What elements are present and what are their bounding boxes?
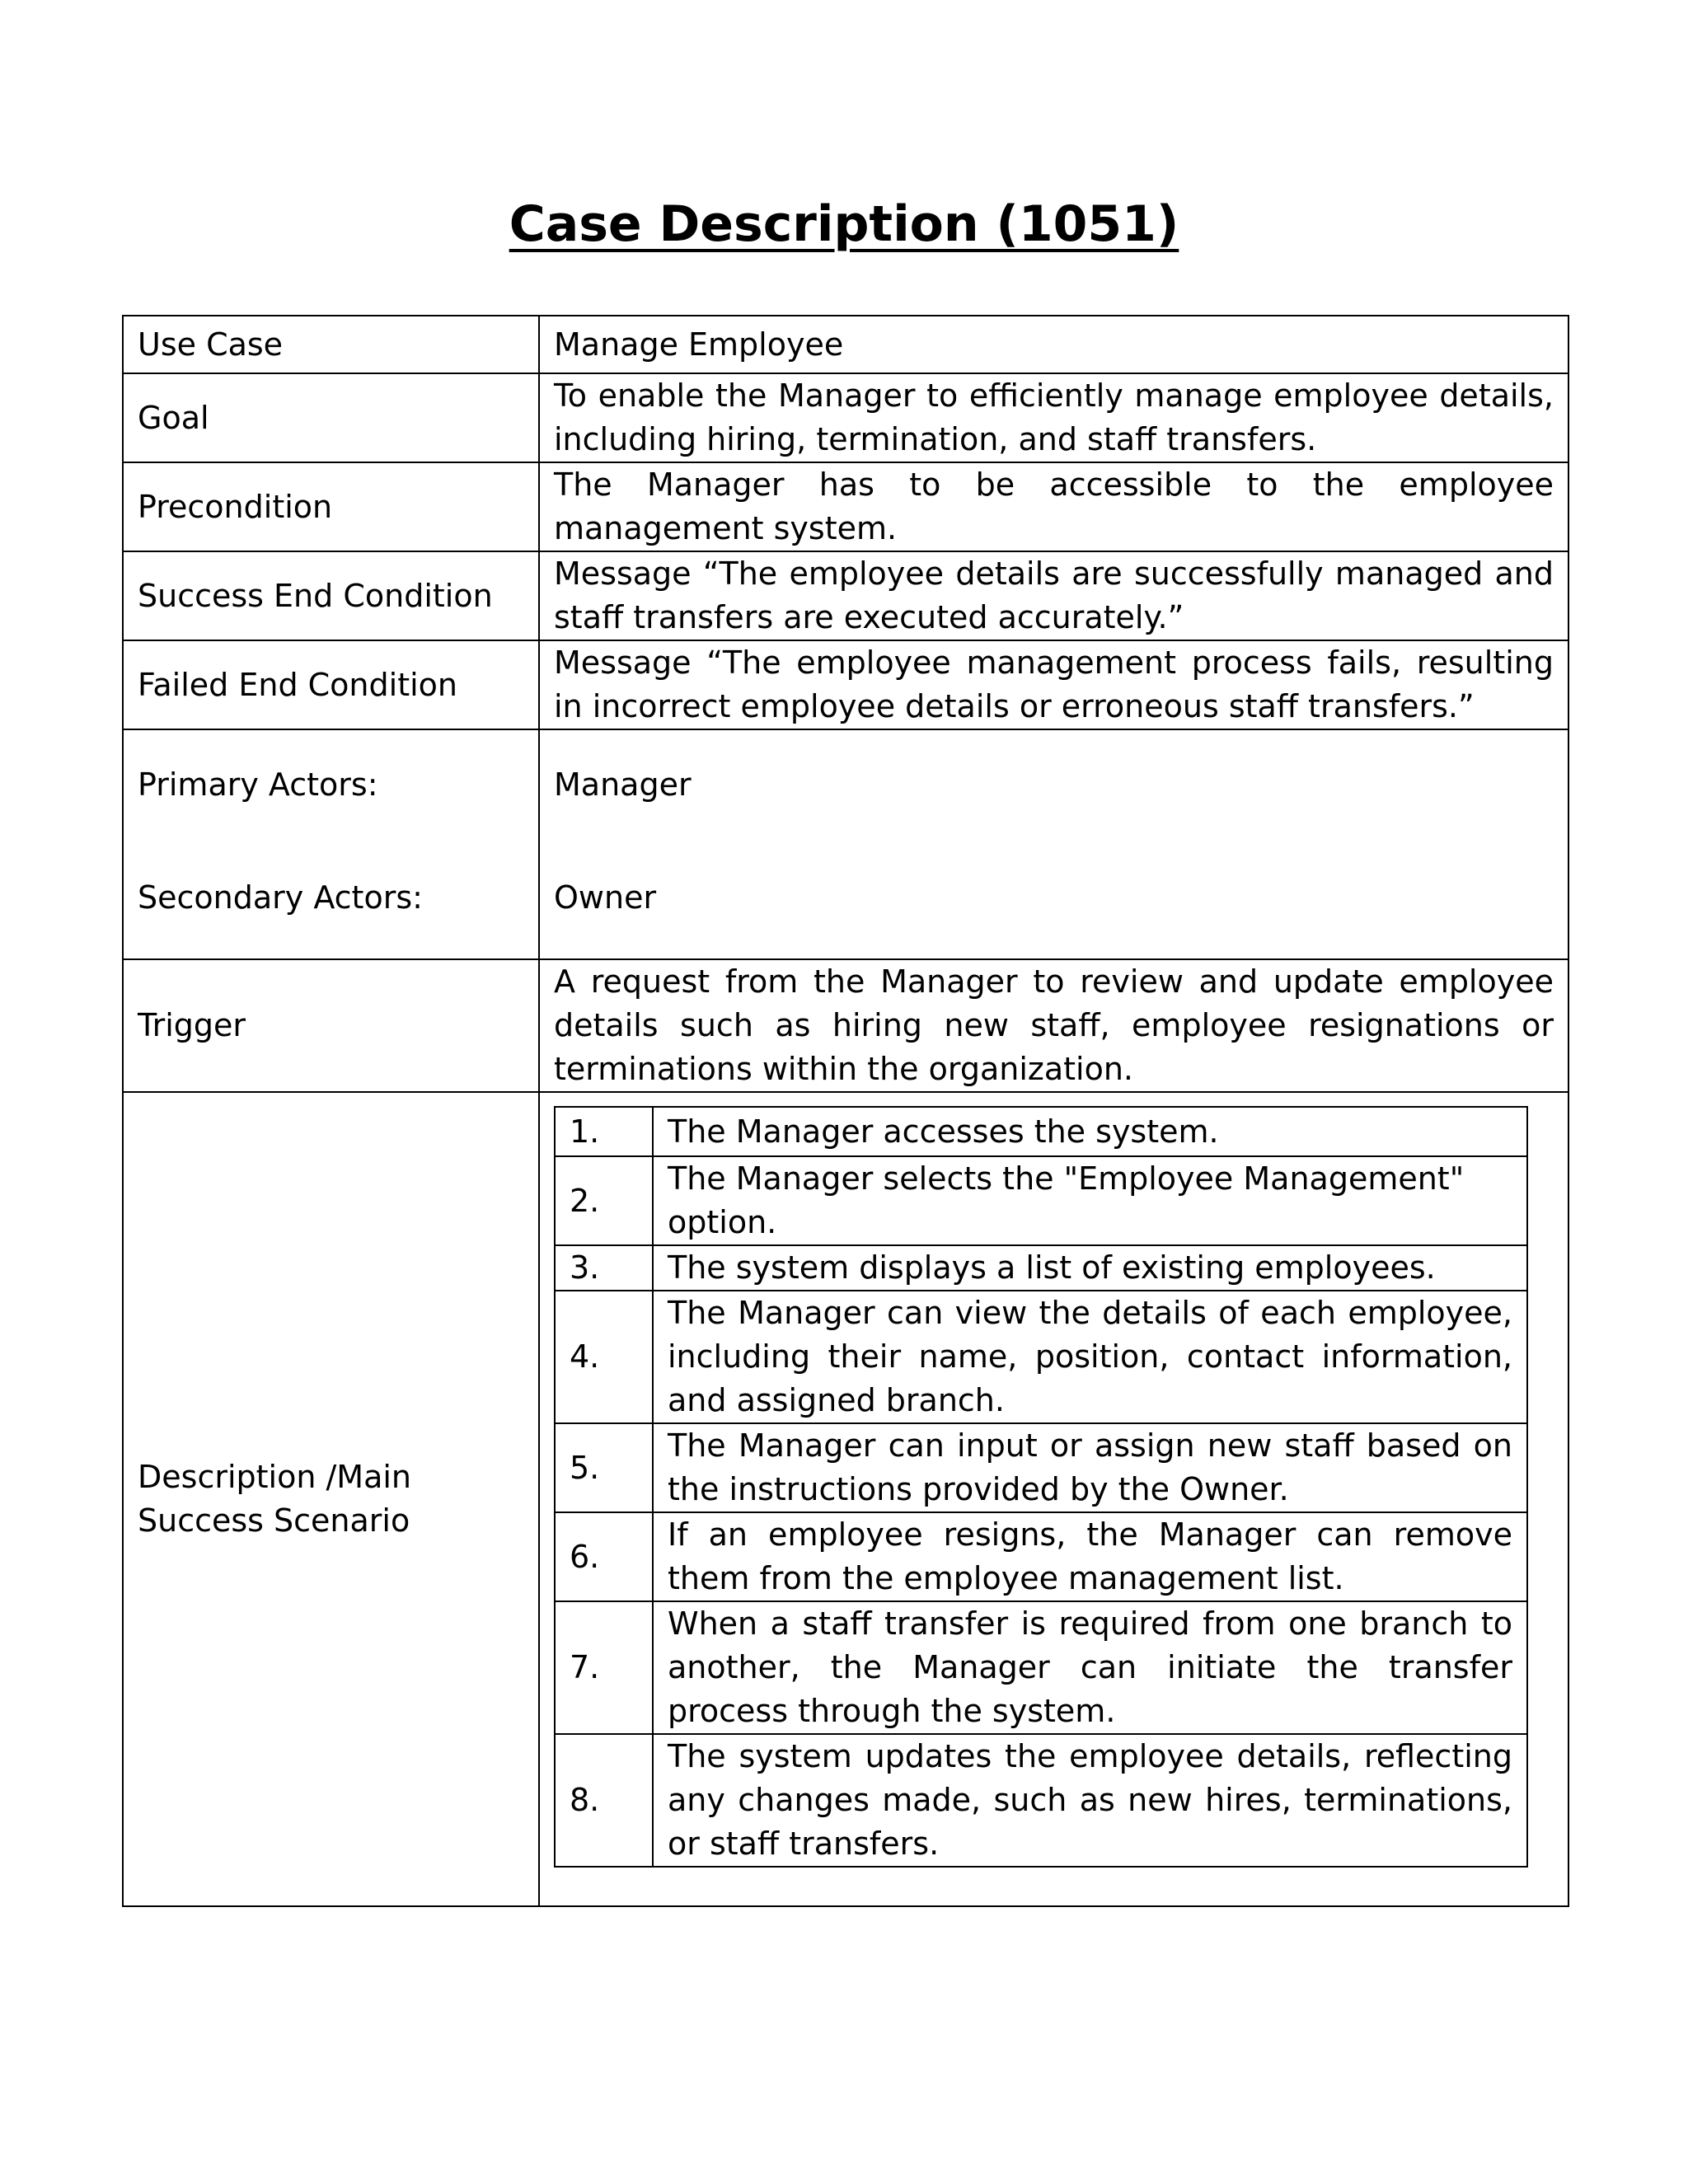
actors-values	[539, 729, 1568, 959]
step-text: The Manager can view the details of each employee, including their name, position, contact information, and assigned branch.	[653, 1291, 1527, 1423]
use-case-table	[122, 315, 1569, 1907]
step-row	[555, 1423, 1527, 1512]
step-number: 2.	[555, 1156, 653, 1245]
row-precondition	[123, 462, 1568, 551]
step-text: If an employee resigns, the Manager can remove them from the employee management list.	[653, 1512, 1527, 1601]
step-row	[555, 1601, 1527, 1734]
row-scenario	[123, 1092, 1568, 1906]
step-row	[555, 1291, 1527, 1423]
precondition-label: Precondition	[123, 462, 539, 551]
step-text: When a staff transfer is required from one branch to another, the Manager can initiate the transfer process through the system.	[653, 1601, 1527, 1734]
row-goal	[123, 373, 1568, 462]
step-text: The system updates the employee details, reflecting any changes made, such as new hires, terminations, or staff transfers.	[653, 1734, 1527, 1867]
step-text: The Manager selects the "Employee Management" option.	[653, 1156, 1527, 1245]
step-row	[555, 1512, 1527, 1601]
scenario-steps-table	[554, 1106, 1528, 1868]
step-row	[555, 1107, 1527, 1156]
step-number: 6.	[555, 1512, 653, 1601]
success-end-value: Message “The employee details are successfully managed and staff transfers are executed accurately.”	[539, 551, 1568, 640]
row-actors	[123, 729, 1568, 959]
row-failed-end	[123, 640, 1568, 729]
success-end-label: Success End Condition	[123, 551, 539, 640]
use-case-value: Manage Employee	[539, 316, 1568, 373]
step-row	[555, 1156, 1527, 1245]
step-number: 7.	[555, 1601, 653, 1734]
actors-labels	[123, 729, 539, 959]
step-number: 4.	[555, 1291, 653, 1423]
page-title: Case Description (1051)	[509, 195, 1179, 253]
step-text: The Manager accesses the system.	[653, 1107, 1527, 1156]
use-case-label: Use Case	[123, 316, 539, 373]
row-success-end	[123, 551, 1568, 640]
step-row	[555, 1734, 1527, 1867]
trigger-value: A request from the Manager to review and update employee details such as hiring new staff, employee resignations or terminations within the organization.	[539, 959, 1568, 1092]
secondary-actors-value: Owner	[554, 879, 657, 916]
scenario-cell	[539, 1092, 1568, 1906]
row-trigger	[123, 959, 1568, 1092]
step-row	[555, 1245, 1527, 1291]
trigger-label: Trigger	[123, 959, 539, 1092]
failed-end-label: Failed End Condition	[123, 640, 539, 729]
primary-actors-label: Primary Actors:	[138, 766, 378, 803]
secondary-actors-label: Secondary Actors:	[138, 879, 423, 916]
step-number: 3.	[555, 1245, 653, 1291]
precondition-value: The Manager has to be accessible to the employee management system.	[539, 462, 1568, 551]
primary-actors-value: Manager	[554, 766, 692, 803]
step-number: 8.	[555, 1734, 653, 1867]
step-number: 5.	[555, 1423, 653, 1512]
failed-end-value: Message “The employee management process fails, resulting in incorrect employee details or erroneous staff transfers.”	[539, 640, 1568, 729]
goal-value: To enable the Manager to efficiently manage employee details, including hiring, termination, and staff transfers.	[539, 373, 1568, 462]
step-text: The system displays a list of existing employees.	[653, 1245, 1527, 1291]
scenario-label: Description /Main Success Scenario	[123, 1092, 539, 1906]
step-text: The Manager can input or assign new staff based on the instructions provided by the Owner.	[653, 1423, 1527, 1512]
row-use-case	[123, 316, 1568, 373]
step-number: 1.	[555, 1107, 653, 1156]
goal-label: Goal	[123, 373, 539, 462]
